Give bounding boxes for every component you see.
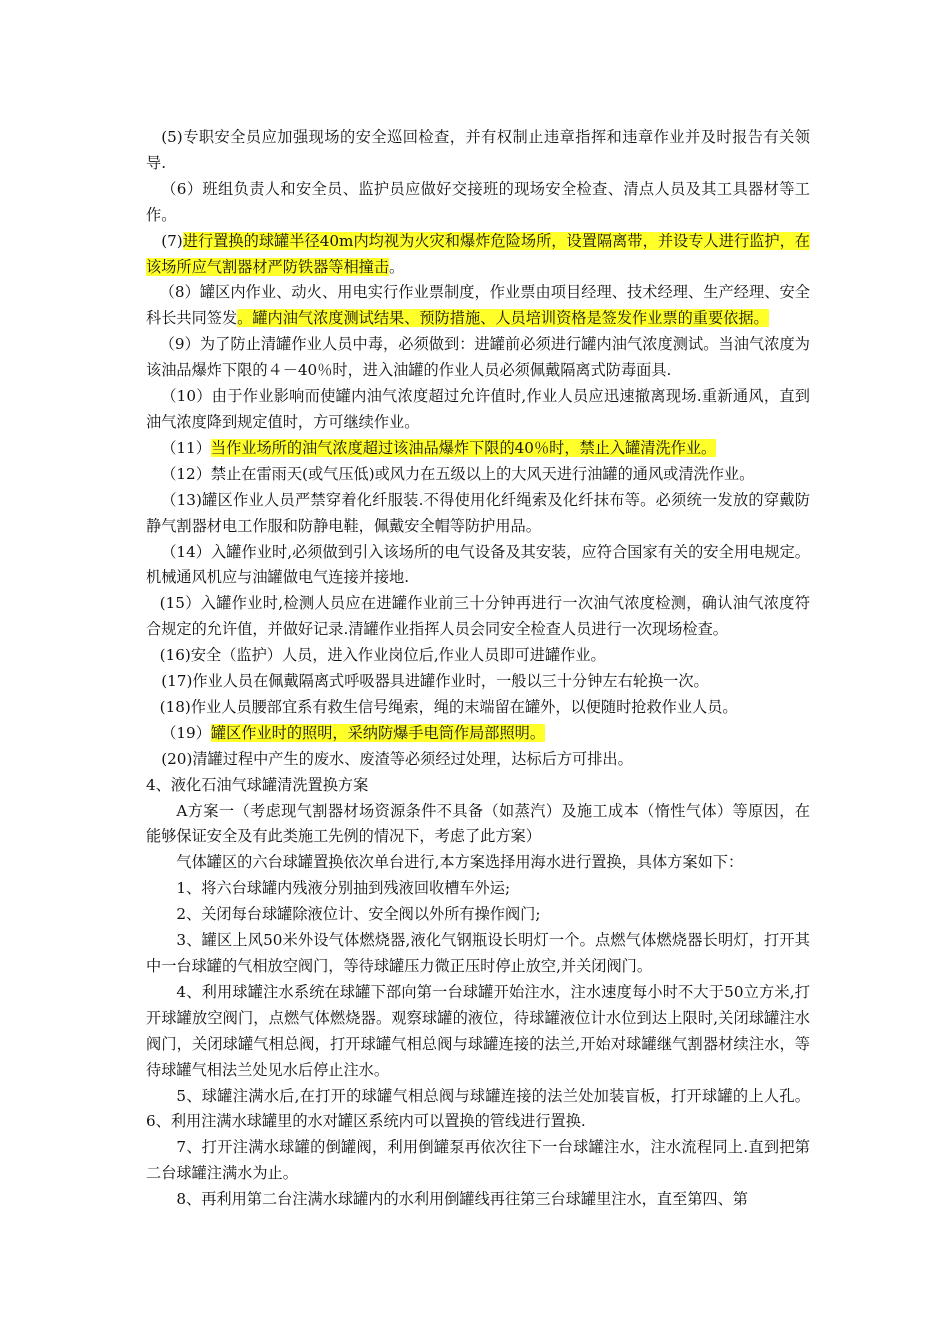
paragraph — [146, 1135, 810, 1187]
paragraph — [146, 643, 810, 669]
paragraph-text: A方案一（考虑现气割器材场资源条件不具备（如蒸汽）及施工成本（惰性气体）等原因，在能够保证安全及有此类施工先例的情况下，考虑了此方案） — [146, 801, 810, 846]
paragraph — [146, 591, 810, 643]
paragraph-text: 气体罐区的六台球罐置换依次单台进行,本方案选择用海水进行置换，具体方案如下： — [176, 853, 744, 872]
paragraph-text: (17)作业人员在佩戴隔离式呼吸器具进罐作业时，一般以三十分钟左右轮换一次。 — [161, 672, 709, 691]
paragraph — [146, 540, 810, 592]
paragraph — [146, 902, 810, 928]
paragraph — [146, 1187, 810, 1213]
paragraph-text: (15）入罐作业时,检测人员应在进罐作业前三十分钟再进行一次油气浓度检测，确认油气浓度符合规定的允许值，并做好记录.清罐作业指挥人员会同安全检查人员进行一次现场检查。 — [146, 594, 810, 639]
paragraph — [146, 436, 810, 462]
paragraph — [146, 384, 810, 436]
paragraph — [146, 280, 810, 332]
highlighted-text: 。罐内油气浓度测试结果、预防措施、人员培训资格是签发作业票的重要依据。 — [237, 309, 769, 328]
paragraph-text: 1、将六台球罐内残液分别抽到残液回收槽车外运; — [176, 879, 511, 898]
paragraph-text: 8、再利用第二台注满水球罐内的水利用倒罐线再往第三台球罐里注水，直至第四、第 — [176, 1190, 748, 1209]
paragraph-text: 5、球罐注满水后,在打开的球罐气相总阀与球罐连接的法兰处加装盲板，打开球罐的上人孔。6、利用注满水球罐里的水对罐区系统内可以置换的管线进行置换. — [146, 1086, 810, 1131]
document-page — [146, 125, 810, 1213]
paragraph — [146, 125, 810, 177]
paragraph-text: 4、液化石油气球罐清洗置换方案 — [146, 775, 369, 794]
paragraph-text: (18)作业人员腰部宜系有救生信号绳索，绳的末端留在罐外，以便随时抢救作业人员。 — [159, 697, 738, 716]
highlighted-text: 当作业场所的油气浓度超过该油品爆炸下限的40％时，禁止入罐清洗作业。 — [210, 438, 717, 457]
paragraph — [146, 928, 810, 980]
paragraph — [146, 177, 810, 229]
paragraph — [146, 695, 810, 721]
paragraph — [146, 332, 810, 384]
paragraph-text: 2、关闭每台球罐除液位计、安全阀以外所有操作阀门; — [176, 905, 541, 924]
paragraph-text: (5)专职安全员应加强现场的安全巡回检查，并有权制止违章指挥和违章作业并及时报告有关领导. — [146, 128, 810, 172]
highlighted-text: 进行置换的球罐半径40m内均视为火灾和爆炸危险场所，设置隔离带，并设专人进行监护，在该场所应气割器材严防铁器等相撞击 — [146, 231, 810, 276]
paragraph-text: （10）由于作业影响而使罐内油气浓度超过允许值时,作业人员应迅速撤离现场.重新通风，直到油气浓度降到规定值时，方可继续作业。 — [146, 387, 810, 431]
paragraph — [146, 721, 810, 747]
paragraph-text: 。 — [389, 257, 405, 276]
paragraph — [146, 488, 810, 540]
paragraph-text: （13)罐区作业人员严禁穿着化纤服装.不得使用化纤绳索及化纤抹布等。必须统一发放的穿戴防静气割器材电工作服和防静电鞋，佩戴安全帽等防护用品。 — [146, 490, 810, 535]
paragraph-text: （19） — [161, 723, 211, 742]
paragraph-text: (20)清罐过程中产生的废水、废渣等必须经过处理，达标后方可排出。 — [161, 749, 633, 768]
paragraph-text: (7) — [161, 231, 183, 250]
paragraph — [146, 1084, 810, 1136]
paragraph-text: （9）为了防止清罐作业人员中毒，必须做到：进罐前必须进行罐内油气浓度测试。当油气浓度为该油品爆炸下限的４－40％时，进入油罐的作业人员必须佩戴隔离式防毒面具. — [146, 335, 810, 380]
paragraph — [146, 669, 810, 695]
highlighted-text: 罐区作业时的照明，采纳防爆手电筒作局部照明。 — [210, 723, 546, 742]
paragraph-text: 4、利用球罐注水系统在球罐下部向第一台球罐开始注水，注水速度每小时不大于50立方米,打开球罐放空阀门，点燃气体燃烧器。观察球罐的液位，待球罐液位计水位到达上限时,关闭球罐注水阀门，关闭球罐气相总阀，打开球罐气相总阀与球罐连接的法兰,开始对球罐继气割器材续注水，等待球罐气相法兰处见水后停止注水。 — [146, 982, 810, 1079]
paragraph — [146, 876, 810, 902]
paragraph — [146, 799, 810, 851]
paragraph — [146, 773, 810, 799]
paragraph — [146, 850, 810, 876]
paragraph-text: （11） — [161, 438, 211, 457]
paragraph-text: （8）罐区内作业、动火、用电实行作业票制度，作业票由项目经理、技术经理、生产经理、安全科长共同签发 — [146, 283, 810, 328]
paragraph — [146, 980, 810, 1084]
paragraph-text: （6）班组负责人和安全员、监护员应做好交接班的现场安全检查、清点人员及其工具器材等工作。 — [146, 179, 810, 224]
paragraph-text: 7、打开注满水球罐的倒罐阀，利用倒罐泵再依次往下一台球罐注水，注水流程同上.直到把第二台球罐注满水为止。 — [146, 1138, 810, 1183]
paragraph-text: 3、罐区上风50米外设气体燃烧器,液化气钢瓶设长明灯一个。点燃气体燃烧器长明灯，打开其中一台球罐的气相放空阀门，等待球罐压力微正压时停止放空,并关闭阀门。 — [146, 931, 810, 975]
paragraph — [146, 747, 810, 773]
paragraph — [146, 462, 810, 488]
paragraph — [146, 229, 810, 281]
paragraph-text: （14）入罐作业时,必须做到引入该场所的电气设备及其安装，应符合国家有关的安全用电规定。机械通风机应与油罐做电气连接并接地. — [146, 542, 810, 587]
paragraph-text: (16)安全（监护）人员，进入作业岗位后,作业人员即可进罐作业。 — [159, 646, 606, 665]
paragraph-text: （12）禁止在雷雨天(或气压低)或风力在五级以上的大风天进行油罐的通风或清洗作业。 — [161, 464, 755, 483]
